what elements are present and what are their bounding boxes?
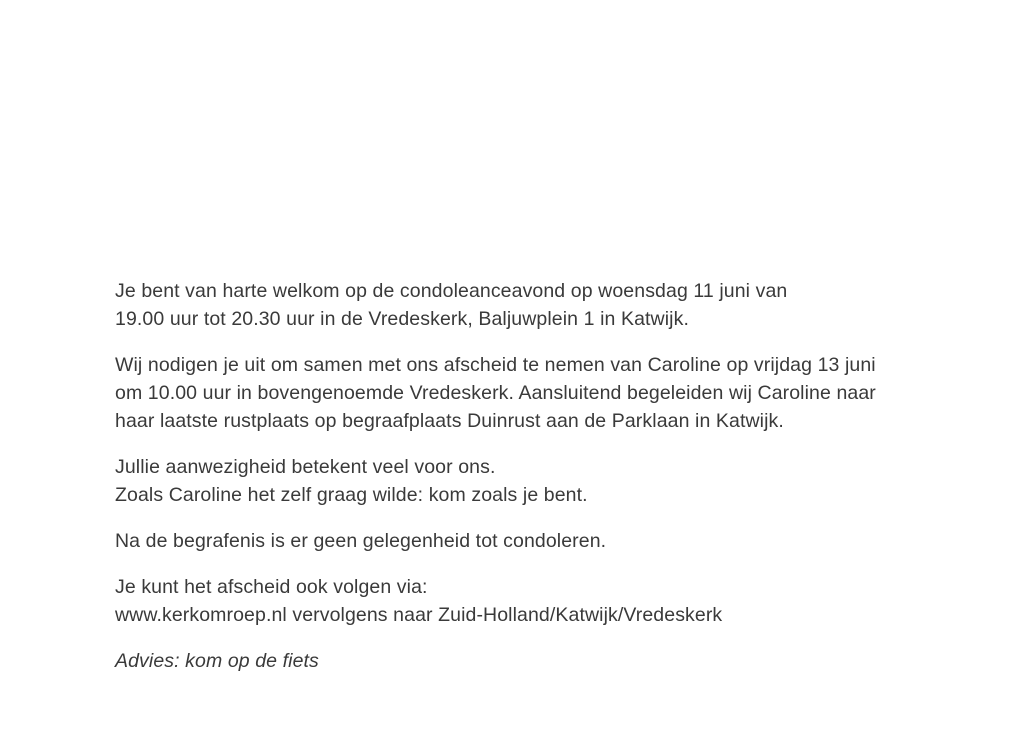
text-line: Zoals Caroline het zelf graag wilde: kom zoals je bent. [115,484,588,506]
text-line: Advies: kom op de fiets [115,650,319,672]
paragraph-presence [115,453,995,509]
text-line: om 10.00 uur in bovengenoemde Vredeskerk. Aansluitend begeleiden wij Caroline naar [115,382,876,404]
text-line: Je kunt het afscheid ook volgen via: [115,576,428,598]
text-line: Na de begrafenis is er geen gelegenheid tot condoleren. [115,530,607,552]
text-line: 19.00 uur tot 20.30 uur in de Vredeskerk, Baljuwplein 1 in Katwijk. [115,308,689,330]
paragraph-advice [115,647,995,675]
text-line: Je bent van harte welkom op de condoleanceavond op woensdag 11 juni van [115,280,788,302]
paragraph-farewell [115,351,995,435]
text-line: Jullie aanwezigheid betekent veel voor ons. [115,456,496,478]
paragraph-condolence-evening [115,277,995,333]
text-line: haar laatste rustplaats op begraafplaats Duinrust aan de Parklaan in Katwijk. [115,410,784,432]
paragraph-no-condolences [115,527,995,555]
livestream-url: www.kerkomroep.nl vervolgens naar Zuid-Holland/Katwijk/Vredeskerk [115,604,723,626]
card-text [115,277,995,693]
paragraph-livestream [115,573,995,629]
text-line: Wij nodigen je uit om samen met ons afscheid te nemen van Caroline op vrijdag 13 juni [115,354,876,376]
